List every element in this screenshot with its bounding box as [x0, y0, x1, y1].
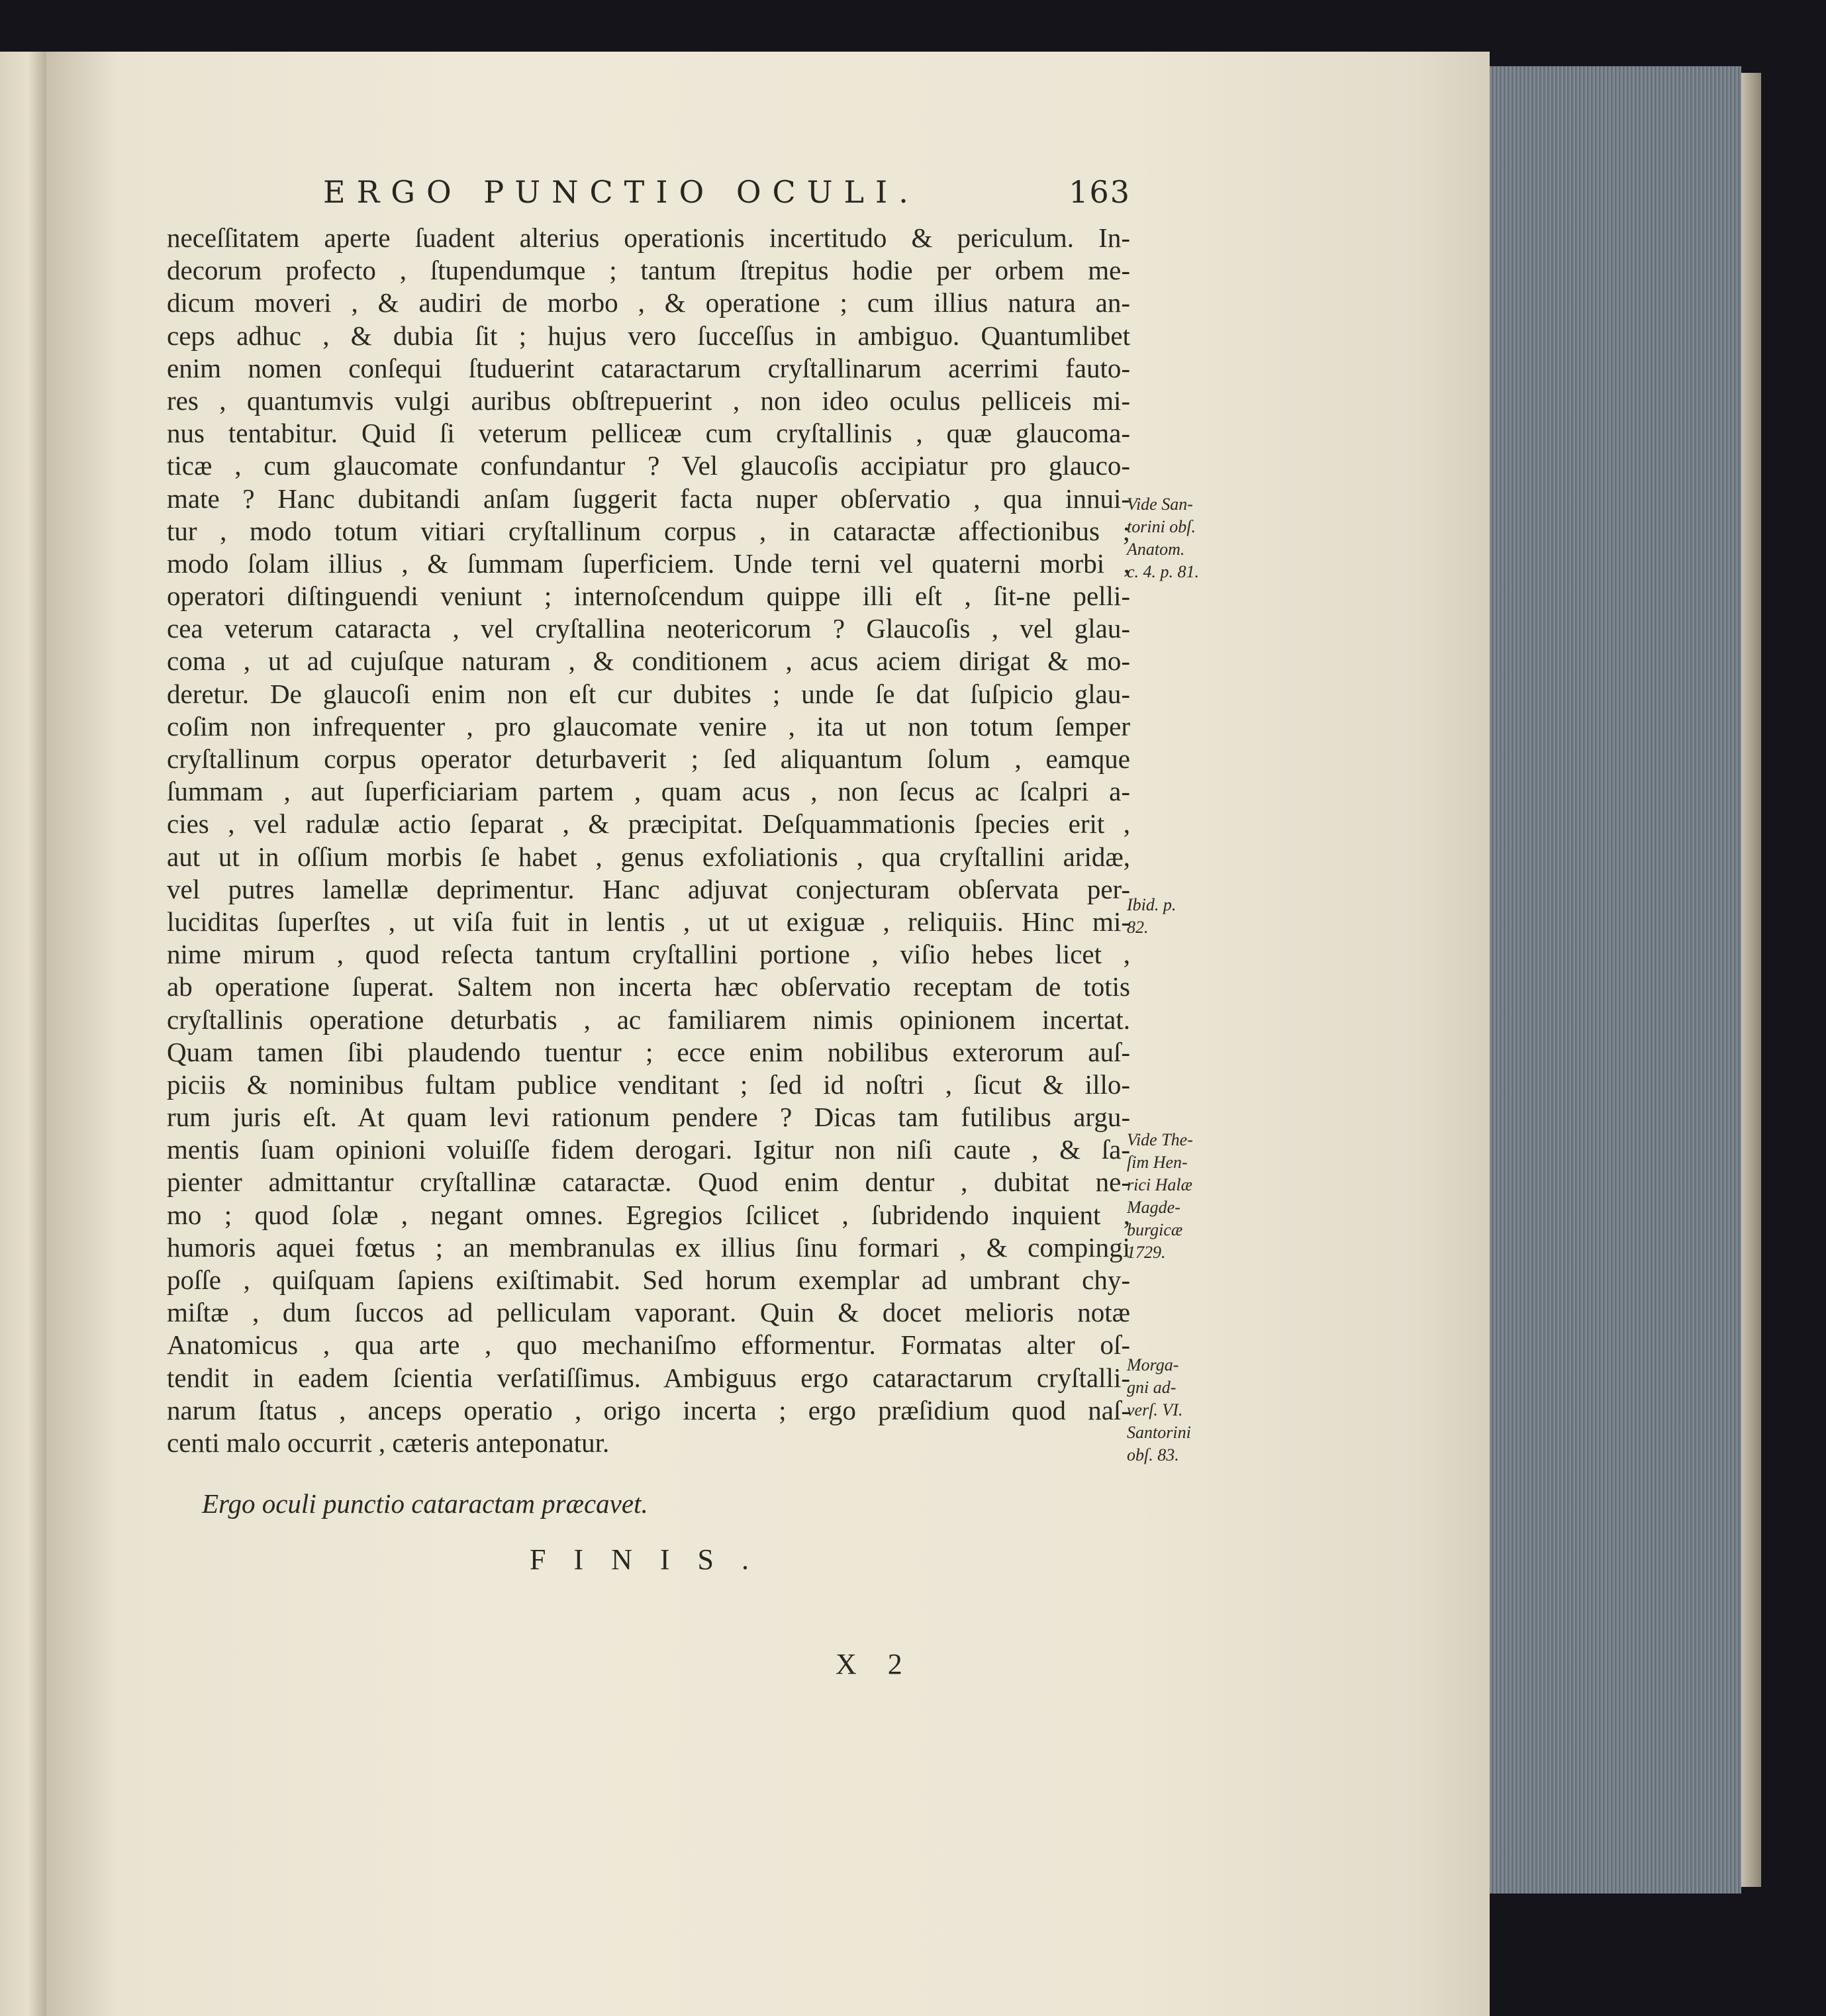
text-line: aut ut in oſſium morbis ſe habet , genus exfoliationis , qua cryſtallini aridæ,: [167, 841, 1130, 872]
text-line: nime mirum , quod reſecta tantum cryſtallini portione , viſio hebes licet ,: [167, 939, 1130, 970]
margin-note-line: torini obſ.: [1127, 517, 1196, 536]
text-line: decorum profecto , ſtupendumque ; tantum ſtrepitus hodie per orbem me-: [167, 255, 1130, 286]
margin-note: [1127, 1129, 1246, 1264]
text-line: modo ſolam illius , & ſummam ſuperficiem. Unde terni vel quaterni morbi ,: [167, 548, 1130, 579]
text-line: cea veterum cataracta , vel cryſtallina neotericorum ? Glaucoſis , vel glau-: [167, 613, 1130, 644]
margin-note-line: burgicæ: [1127, 1220, 1183, 1239]
margin-note-line: Anatom.: [1127, 540, 1185, 559]
margin-note-line: gni ad-: [1127, 1378, 1177, 1397]
text-line: luciditas ſuperſtes , ut viſa fuit in lentis , ut ut exiguæ , reliquiis. Hinc mi-: [167, 906, 1130, 937]
text-line: res , quantumvis vulgi auribus obſtrepuerint , non ideo oculus pelliceis mi-: [167, 385, 1130, 416]
margin-notes: [1127, 0, 1246, 2016]
text-line: mentis ſuam opinioni voluiſſe fidem derogari. Igitur non niſi caute , & ſa-: [167, 1134, 1130, 1165]
text-line: nus tentabitur. Quid ſi veterum pelliceæ cum cryſtallinis , quæ glaucoma-: [167, 418, 1130, 449]
margin-note: [1127, 493, 1246, 583]
page-number: 163: [1069, 174, 1131, 210]
text-line: humoris aquei fœtus ; an membranulas ex illius ſinu formari , & compingi: [167, 1231, 1130, 1263]
text-line: Quam tamen ſibi plaudendo tuentur ; ecce enim nobilibus exterorum auſ-: [167, 1036, 1130, 1067]
conclusion-line: Ergo oculi punctio cataractam præcavet.: [202, 1488, 648, 1519]
text-line: cryſtallinis operatione deturbatis , ac familiarem nimis opinionem incertat.: [167, 1004, 1130, 1035]
main-text-block: [167, 222, 1130, 1459]
margin-note-line: Magde-: [1127, 1198, 1180, 1217]
margin-note-line: Ibid. p.: [1127, 895, 1177, 914]
margin-note-line: verſ. VI.: [1127, 1400, 1183, 1419]
margin-note-line: ſim Hen-: [1127, 1153, 1188, 1172]
left-page-edge: [0, 52, 46, 2016]
text-line: narum ſtatus , anceps operatio , origo incerta ; ergo præſidium quod naſ-: [167, 1394, 1130, 1425]
text-line: coſim non infrequenter , pro glaucomate venire , ita ut non totum ſemper: [167, 710, 1130, 742]
page-header: [323, 174, 1131, 214]
text-line: piciis & nominibus fultam publice venditant ; ſed id noſtri , ſicut & illo-: [167, 1069, 1130, 1100]
page-block-edge: [1490, 66, 1741, 1894]
margin-note-line: 1729.: [1127, 1243, 1166, 1262]
margin-note-line: rici Halæ: [1127, 1175, 1192, 1194]
text-line: cies , vel radulæ actio ſeparat , & præcipitat. Deſquammationis ſpecies erit ,: [167, 808, 1130, 840]
cover-edge: [1741, 73, 1761, 1887]
text-line: mate ? Hanc dubitandi anſam ſuggerit facta nuper obſervatio , qua innui-: [167, 483, 1130, 514]
text-line: cryſtallinum corpus operator deturbaverit ; ſed aliquantum ſolum , eamque: [167, 744, 1130, 774]
text-line: ceps adhuc , & dubia ſit ; hujus vero ſucceſſus in ambiguo. Quantumlibet: [167, 320, 1130, 351]
finis-label: FINIS.: [530, 1543, 777, 1576]
text-line: pienter admittantur cryſtallinæ cataractæ. Quod enim dentur , dubitat ne-: [167, 1167, 1130, 1198]
text-line: deretur. De glaucoſi enim non eſt cur dubites ; unde ſe dat ſuſpicio glau-: [167, 678, 1130, 709]
margin-note-line: Vide The-: [1127, 1130, 1193, 1149]
text-line: neceſſitatem aperte ſuadent alterius operationis incertitudo & periculum. In-: [167, 222, 1130, 253]
text-line: tur , modo totum vitiari cryſtallinum corpus , in cataractæ affectionibus ;: [167, 515, 1130, 546]
text-line: dicum moveri , & audiri de morbo , & operatione ; cum illius natura an-: [167, 287, 1130, 318]
signature-mark: X 2: [836, 1648, 914, 1680]
text-line: rum juris eſt. At quam levi rationum pendere ? Dicas tam futilibus argu-: [167, 1102, 1130, 1133]
margin-note-line: Santorini: [1127, 1423, 1191, 1442]
text-line: miſtæ , dum ſuccos ad pelliculam vaporant. Quin & docet melioris notæ: [167, 1297, 1130, 1328]
text-line: enim nomen conſequi ſtuduerint cataractarum cryſtallinarum acerrimi fauto-: [167, 352, 1130, 383]
text-line: mo ; quod ſolæ , negant omnes. Egregios ſcilicet , ſubridendo inquient ,: [167, 1199, 1130, 1230]
text-line: coma , ut ad cujuſque naturam , & conditionem , acus aciem dirigat & mo-: [167, 646, 1130, 677]
text-line: ticæ , cum glaucomate confundantur ? Vel glaucoſis accipiatur pro glauco-: [167, 450, 1130, 481]
text-line: tendit in eadem ſcientia verſatiſſimus. Ambiguus ergo cataractarum cryſtalli-: [167, 1362, 1130, 1393]
running-title: ERGO PUNCTIO OCULI.: [323, 174, 920, 210]
text-line: centi malo occurrit , cæteris anteponatur.: [167, 1427, 610, 1458]
text-line: ſummam , aut ſuperficiariam partem , quam acus , non ſecus ac ſcalpri a-: [167, 776, 1130, 807]
text-line: operatori diſtinguendi veniunt ; internoſcendum quippe illi eſt , ſit-ne pelli-: [167, 581, 1130, 612]
text-line: vel putres lamellæ deprimentur. Hanc adjuvat conjecturam obſervata per-: [167, 873, 1130, 904]
text-line: poſſe , quiſquam ſapiens exiſtimabit. Sed horum exemplar ad umbrant chy-: [167, 1265, 1130, 1295]
margin-note: [1127, 1354, 1246, 1466]
margin-note-line: c. 4. p. 81.: [1127, 562, 1200, 581]
text-line: ab operatione ſuperat. Saltem non incerta hæc obſervatio receptam de totis: [167, 971, 1130, 1002]
margin-note: [1127, 894, 1246, 939]
margin-note-line: obſ. 83.: [1127, 1445, 1179, 1464]
text-line: Anatomicus , qua arte , quo mechaniſmo efformentur. Formatas alter oſ-: [167, 1329, 1130, 1361]
margin-note-line: Vide San-: [1127, 495, 1193, 514]
margin-note-line: Morga-: [1127, 1355, 1179, 1374]
margin-note-line: 82.: [1127, 918, 1149, 937]
